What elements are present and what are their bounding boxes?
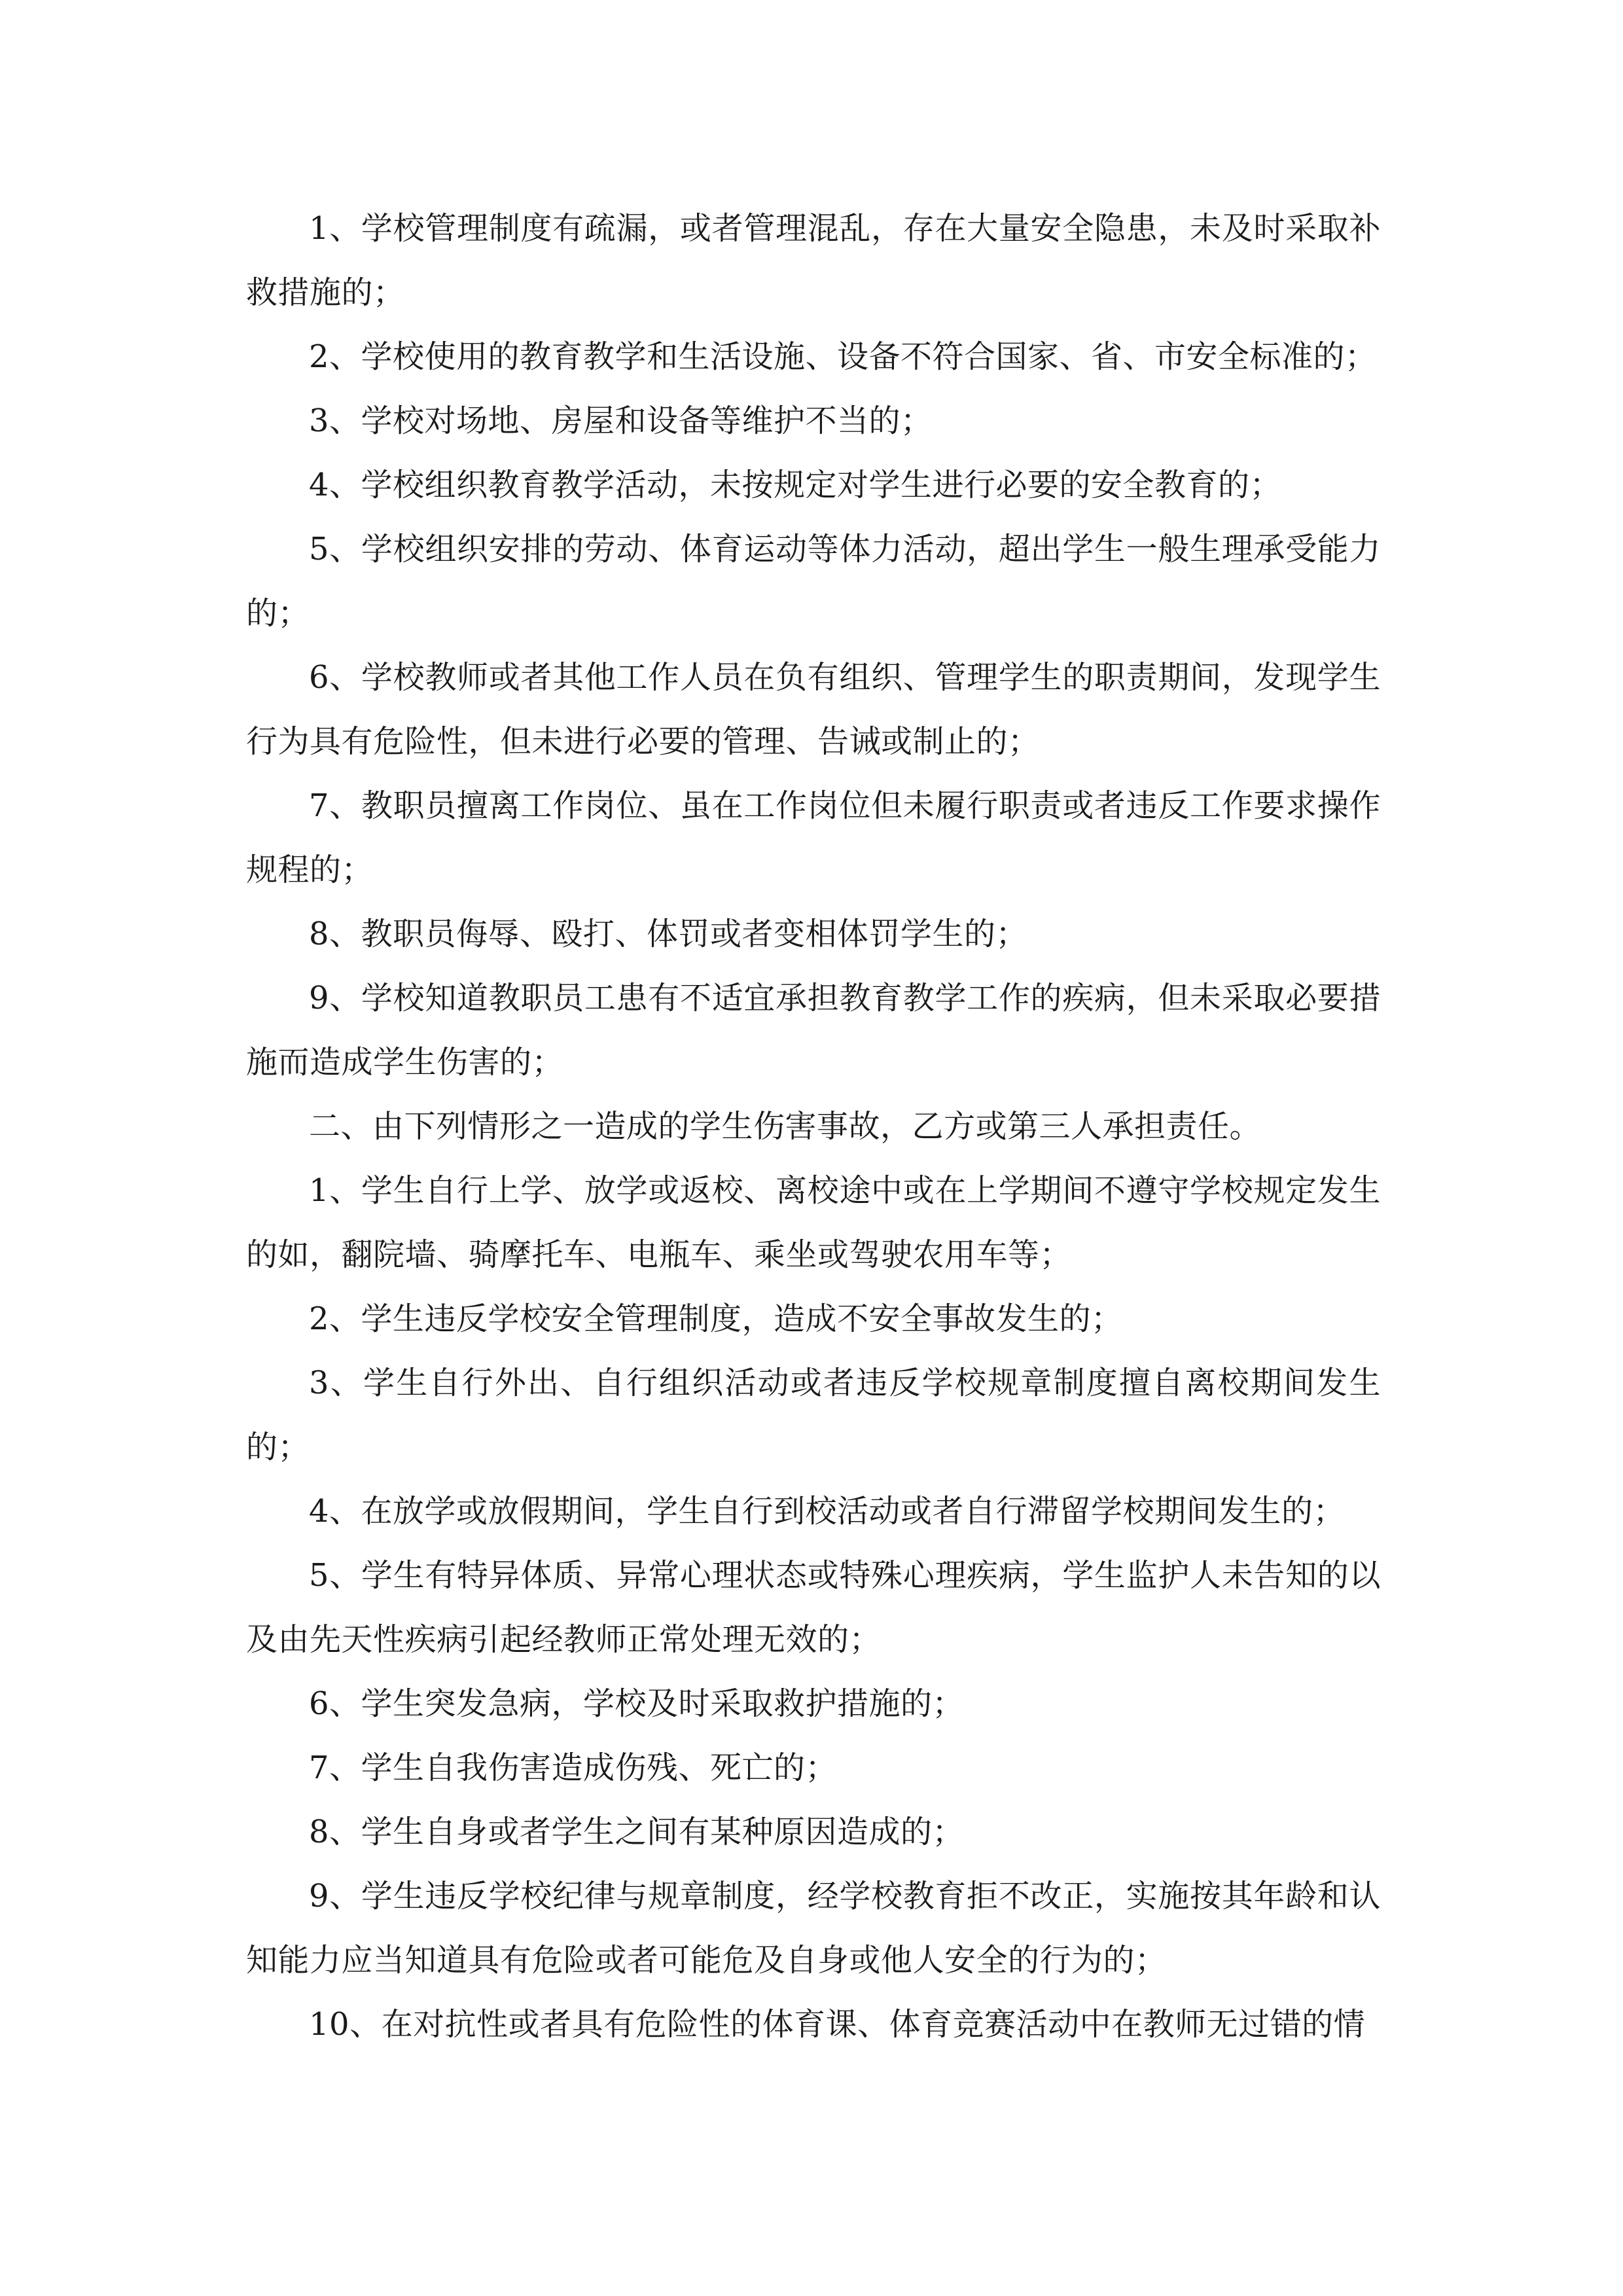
paragraph-item-9: 9、学校知道教职员工患有不适宜承担教育教学工作的疾病，但未采取必要措施而造成学生伤害的；	[246, 980, 1381, 1081]
paragraph-item-8: 8、教职员侮辱、殴打、体罚或者变相体罚学生的；	[309, 916, 1028, 952]
paragraph-item-2-5: 5、学生有特异体质、异常心理状态或特殊心理疾病，学生监护人未告知的以及由先天性疾病引起经教师正常处理无效的；	[246, 1557, 1381, 1658]
paragraph-item-4: 4、学校组织教育教学活动，未按规定对学生进行必要的安全教育的；	[309, 467, 1282, 503]
paragraph-item-2-9: 9、学生违反学校纪律与规章制度，经学校教育拒不改正，实施按其年龄和认知能力应当知道具有危险或者可能危及自身或他人安全的行为的；	[246, 1878, 1381, 1979]
paragraph-item-3: 3、学校对场地、房屋和设备等维护不当的；	[309, 403, 933, 439]
paragraph-item-2-8: 8、学生自身或者学生之间有某种原因造成的；	[309, 1814, 965, 1850]
paragraph-item-2-4: 4、在放学或放假期间，学生自行到校活动或者自行滞留学校期间发生的；	[309, 1493, 1346, 1530]
paragraph-item-7: 7、教职员擅离工作岗位、虽在工作岗位但未履行职责或者违反工作要求操作规程的；	[246, 787, 1381, 888]
paragraph-item-2: 2、学校使用的教育教学和生活设施、设备不符合国家、省、市安全标准的；	[309, 338, 1377, 375]
paragraph-item-2-7: 7、学生自我伤害造成伤残、死亡的；	[309, 1749, 838, 1786]
paragraph-item-5: 5、学校组织安排的劳动、体育运动等体力活动，超出学生一般生理承受能力的；	[246, 531, 1381, 632]
section-heading-two: 二、由下列情形之一造成的学生伤害事故，乙方或第三人承担责任。	[309, 1108, 1262, 1145]
paragraph-item-2-2: 2、学生违反学校安全管理制度，造成不安全事故发生的；	[309, 1300, 1123, 1337]
paragraph-item-2-10: 10、在对抗性或者具有危险性的体育课、体育竞赛活动中在教师无过错的情	[309, 2006, 1366, 2043]
paragraph-item-2-6: 6、学生突发急病，学校及时采取救护措施的；	[309, 1685, 965, 1722]
paragraph-item-1: 1、学校管理制度有疏漏，或者管理混乱，存在大量安全隐患，未及时采取补救措施的；	[246, 210, 1381, 311]
paragraph-item-2-3: 3、学生自行外出、自行组织活动或者违反学校规章制度擅自离校期间发生的；	[246, 1365, 1381, 1465]
paragraph-item-2-1: 1、学生自行上学、放学或返校、离校途中或在上学期间不遵守学校规定发生的如，翻院墙、骑摩托车、电瓶车、乘坐或驾驶农用车等；	[246, 1172, 1381, 1273]
document-body	[246, 196, 1381, 2056]
paragraph-item-6: 6、学校教师或者其他工作人员在负有组织、管理学生的职责期间，发现学生行为具有危险性，但未进行必要的管理、告诫或制止的；	[246, 659, 1381, 760]
